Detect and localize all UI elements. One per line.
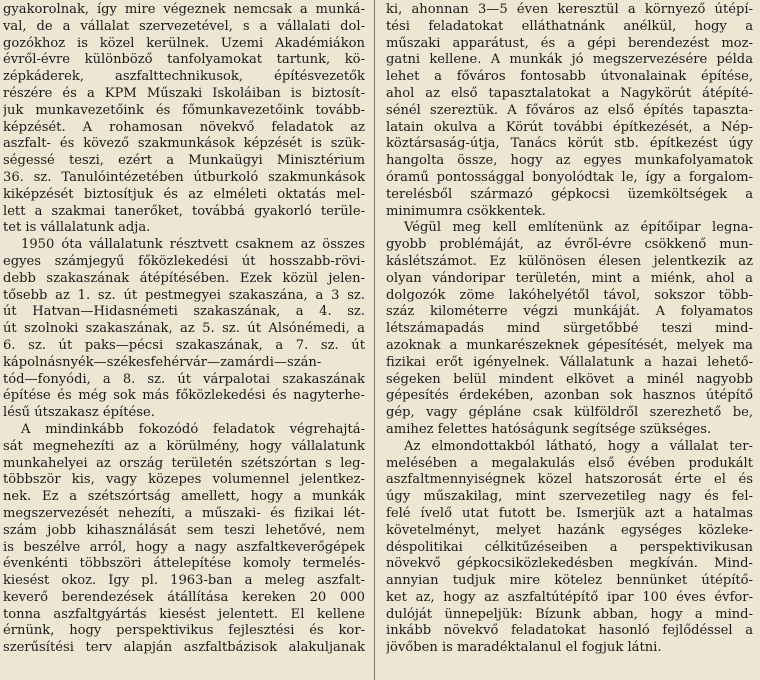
text-line: szám jobb kihasználását sem teszi lehetővé, nem: [3, 522, 365, 538]
text-line: debb szakaszának átépítésében. Ezek közül jelen-: [3, 270, 365, 286]
text-line: ki, ahonnan 3—5 éven keresztül a környező útépí-: [386, 2, 753, 17]
text-line: út Hatvan—Hidasnémeti szakaszának, a 4. sz.: [3, 304, 365, 320]
text-line: 6. sz. út paks—pécsi szakaszának, a 7. sz. út: [3, 337, 365, 353]
text-line: sát megnehezíti az a körülmény, hogy vállalatunk: [3, 438, 365, 454]
text-line: dulóját ünnepeljük: Bízunk abban, hogy a mind-: [386, 606, 753, 622]
text-line: káslétszámot. Ez különösen élesen jelentkezik az: [386, 253, 753, 269]
text-line: kápolnásnyék—székesfehérvár—zamárdi—szán-: [3, 354, 322, 370]
text-line: juk munkavezetőink és főmunkavezetőink tovább-: [3, 102, 365, 118]
text-line: létszámapadás mind sürgetőbbé teszi mind-: [386, 321, 753, 337]
text-line: tód—fonyódi, a 8. sz. út várpalotai szakaszának: [3, 371, 365, 387]
text-line: ket az, hogy az aszfaltútépítő ipar 100 éves évfor-: [386, 589, 753, 605]
text-line: növekvő gépkocsiközlekedésben megkíván. Mind-: [386, 556, 753, 572]
text-line: olyan vándoripar területén, mint a miénk, ahol a: [386, 270, 753, 286]
text-line: lehet a főváros fontosabb útvonalainak építése,: [386, 69, 753, 85]
text-line: Végül meg kell említenünk az építőipar legna-: [404, 220, 753, 236]
text-line: sénél szereztük. A főváros az első építés tapaszta-: [386, 102, 753, 118]
text-line: Az elmondottakból látható, hogy a vállalat ter-: [404, 438, 753, 454]
text-line: gépesítés érdekében, azonban sok hasznos útépítő: [386, 388, 753, 404]
text-line: lett a szakmai tanerőket, továbbá gyakorló terüle-: [3, 203, 365, 219]
text-line: műszaki apparátust, és a gépi berendezést moz-: [386, 35, 753, 51]
text-line: felé ívelő utat futott be. Ismerjük azt a hatalmas: [386, 505, 753, 521]
text-line: részére és a KPM Műszaki Iskoláiban is biztosít-: [3, 85, 365, 101]
text-line: gép, vagy gépláne csak külföldről szerezhető be,: [386, 405, 753, 421]
text-line: lésű útszakasz építése.: [3, 405, 155, 421]
text-line: úgy műszakilag, mint szervezetileg nagy és fel-: [386, 489, 753, 505]
column-divider: [374, 0, 375, 680]
text-line: dolgozók zöme lakóhelyétől távol, sokszor több-: [386, 287, 753, 303]
text-line: tet is vállalatunk adja.: [3, 220, 151, 236]
text-line: óramű pontossággal bonyolódtak le, így a forgalom-: [386, 169, 753, 185]
text-line: ségessé teszi, ezért a Munkaügyi Minisztérium: [3, 153, 365, 169]
text-line: 1950 óta vállalatunk résztvett csaknem az összes: [21, 237, 365, 253]
text-line: kiesést okoz. Így pl. 1963-ban a meleg aszfalt-: [3, 573, 365, 589]
text-line: évről-évre különböző tanfolyamokat tartunk, kö-: [3, 52, 365, 68]
text-line: zépkáderek, aszfalttechnikusok, építésvezetők: [3, 69, 365, 85]
text-line: nek. Ez a szétszórtság amellett, hogy a munkák: [3, 489, 365, 505]
text-line: gyobb problémáját, az évről-évre csökkenő mun-: [386, 237, 753, 253]
text-line: út szolnoki szakaszának, az 5. sz. út Alsónémedi, a: [3, 321, 365, 337]
text-line: szerűsítési terv alapján aszfaltbázisok alakuljanak: [3, 640, 365, 656]
text-line: évenkénti többszöri áttelepítése komoly termelés-: [3, 556, 365, 572]
text-line: minimumra csökkentek.: [386, 203, 546, 219]
text-line: azoknak a munkarészeknek gépesítését, melyek ma: [386, 337, 753, 353]
text-line: gozókhoz is közel kerülnek. Üzemi Akadémiákon: [3, 35, 365, 51]
text-line: jövőben is maradéktalanul el fogjuk látni.: [386, 640, 662, 656]
text-line: tési feladatokat elláthatnánk anélkül, hogy a: [386, 18, 753, 34]
text-line: keverő berendezések átállítása kereken 20 000: [3, 589, 365, 605]
text-line: melésében a megalakulás első évében produkált: [386, 455, 753, 471]
text-line: gyakorolnak, így mire végeznek nemcsak a munká-: [3, 2, 365, 17]
text-line: érnünk, hogy perspektivikus fejlesztési és kor-: [3, 623, 365, 639]
text-line: építése és még sok más főközlekedési és nagyterhe-: [3, 388, 365, 404]
text-line: gatni kellene. A munkák jó megszervezésére példa: [386, 52, 753, 68]
text-line: déspolitikai célkitűzéseiben a perspektivikusan: [386, 539, 753, 555]
text-line: aszfalt- és kövező szakmunkások képzését is szük-: [3, 136, 365, 152]
text-line: val, de a vállalat szervezetével, s a vállalati dol-: [3, 18, 365, 34]
text-line: hangolta össze, hogy az egyes munkafolyamatok: [386, 153, 753, 169]
text-line: követelményt, melyet hazánk egységes közleke-: [386, 522, 753, 538]
text-line: terelésből származó gépkocsi üzemköltségek a: [386, 186, 753, 202]
text-line: száz kilométerre végzi munkáját. A folyamatos: [386, 304, 753, 320]
text-line: ségeken belül mindent elkövet a minél nagyobb: [386, 371, 753, 387]
text-line: tősebb az 1. sz. út pestmegyei szakaszána, a 3 sz.: [3, 287, 365, 303]
text-line: kiképzését biztosítjuk és az elméleti oktatás mel-: [3, 186, 365, 202]
text-line: tonna aszfaltgyártás kiesést jelentett. El kellene: [3, 606, 365, 622]
left-column: [3, 2, 365, 657]
text-line: aszfaltmennyiségnek közel hatszorosát érte el és: [386, 472, 753, 488]
text-line: megszervezését nehezíti, a műszaki- és fizikai lét-: [3, 505, 365, 521]
text-line: is beszélve arról, hogy a nagy aszfaltkeverőgépek: [3, 539, 365, 555]
text-line: ahol az első tapasztalatokat a Nagykörút átépíté-: [386, 85, 753, 101]
text-line: 36. sz. Tanulóintézetében útburkoló szakmunkások: [3, 169, 365, 185]
text-line: munkahelyei az ország területén szétszórtan s leg-: [3, 455, 365, 471]
text-line: inkább növekvő feladatokat hasonló fejlődéssel a: [386, 623, 753, 639]
text-line: fizikai erőt igényelnek. Vállalatunk a hazai lehető-: [386, 354, 753, 370]
text-line: többször kis, vagy közepes volumennel jelentkez-: [3, 472, 365, 488]
text-line: amihez felettes hatóságunk segítsége szükséges.: [386, 421, 712, 437]
text-line: köztársaság-útja, Tanács körút stb. építkezést úgy: [386, 136, 753, 152]
text-line: A mindinkább fokozódó feladatok végrehajtá-: [21, 421, 365, 437]
text-line: képzését. A rohamosan növekvő feladatok az: [3, 119, 365, 135]
right-column: [386, 2, 753, 657]
text-line: egyes számjegyű főközlekedési út hosszabb-rövi-: [3, 253, 365, 269]
text-line: latain okulva a Körút további építkezését, a Nép-: [386, 119, 753, 135]
text-line: annyian tudjuk mire kötelez bennünket útépítő-: [386, 573, 753, 589]
